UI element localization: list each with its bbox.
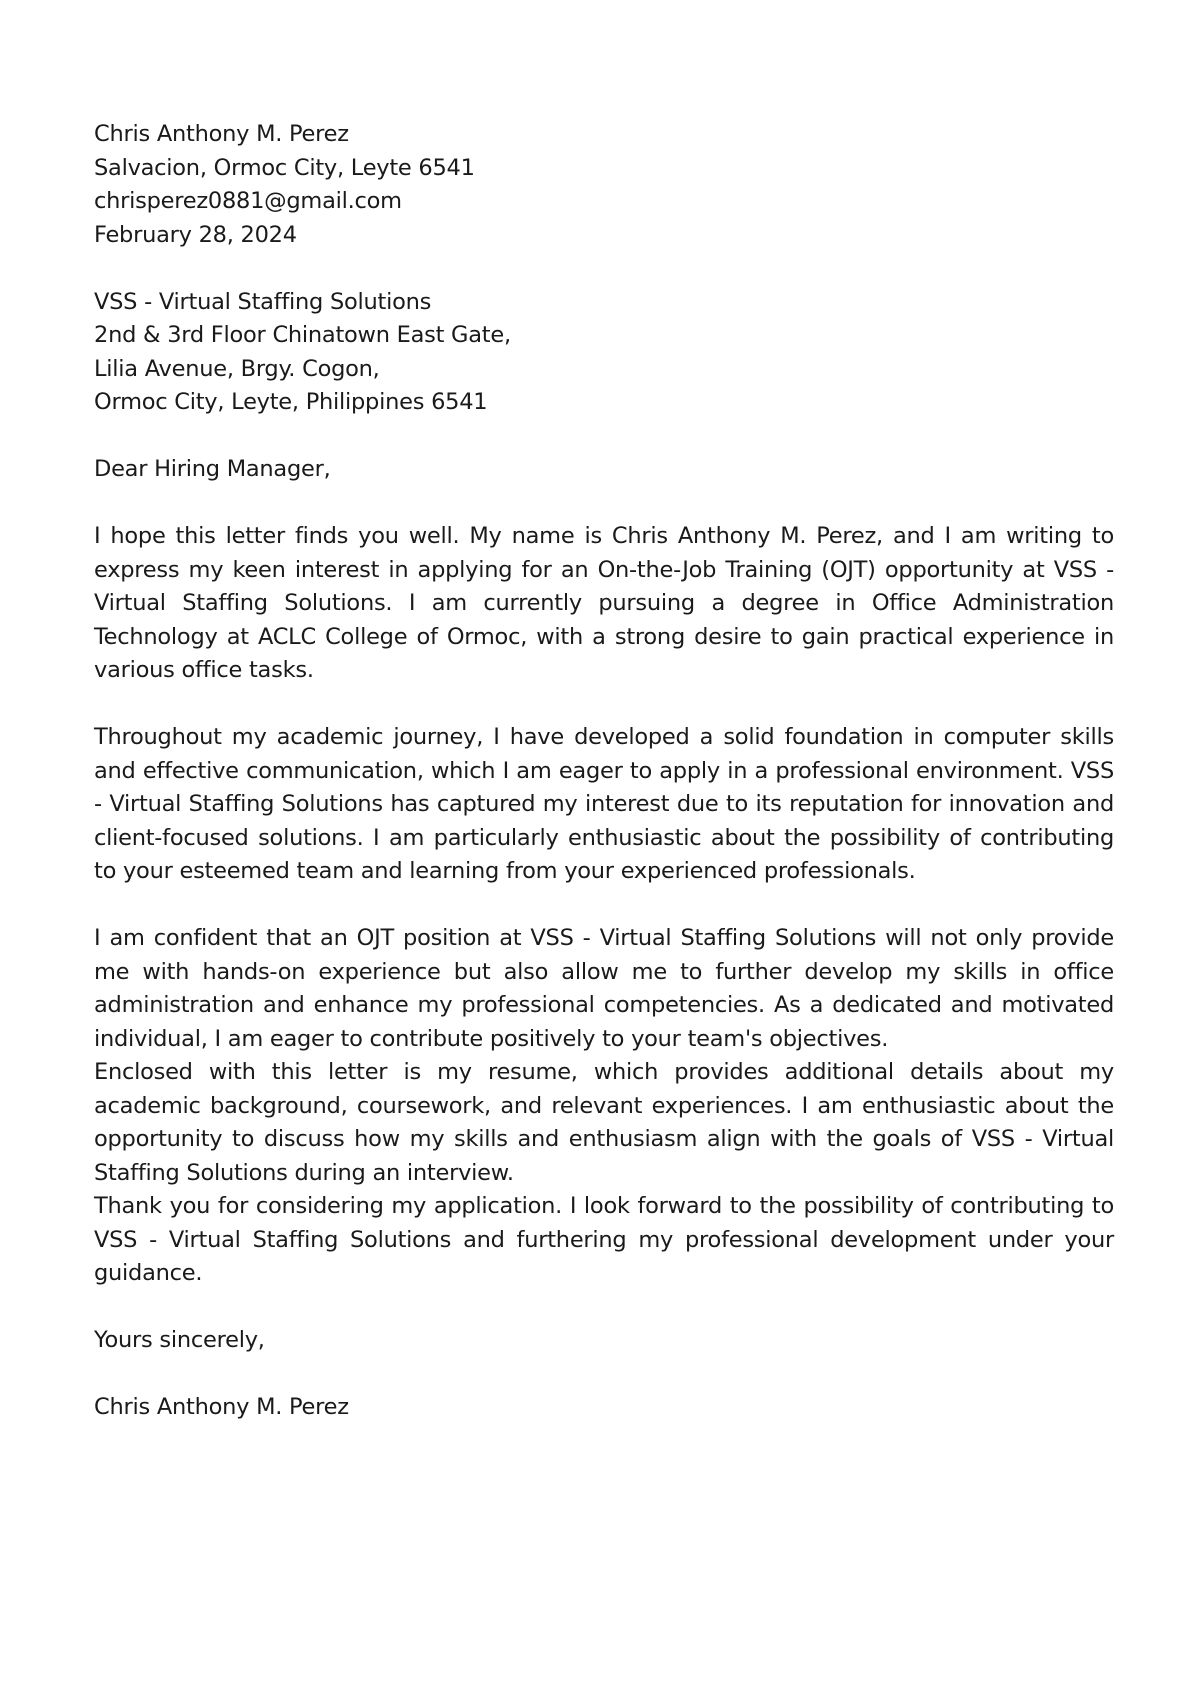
body-paragraph-1: I hope this letter finds you well. My name is Chris Anthony M. Perez, and I am writing to express my keen interest in applying for an On-the-Job Training (OJT) opportunity at VSS - Virtual Staffing Solutions. I am currently pursuing a degree in Office Administration Technology at ACLC College of Ormoc, with a strong desire to gain practical experience in various office tasks. — [94, 523, 1114, 683]
spacer — [94, 252, 1114, 286]
recipient-block — [94, 286, 1114, 420]
spacer — [94, 420, 1114, 454]
body-paragraph-5: Thank you for considering my application. I look forward to the possibility of contributing to VSS - Virtual Staffing Solutions and furthering my professional development under your guidance. — [94, 1193, 1114, 1286]
cover-letter — [94, 118, 1114, 1425]
spacer — [94, 1358, 1114, 1392]
recipient-company: VSS - Virtual Staffing Solutions — [94, 288, 432, 315]
recipient-address-line2: Lilia Avenue, Brgy. Cogon, — [94, 355, 380, 382]
closing: Yours sincerely, — [94, 1327, 265, 1353]
sender-name: Chris Anthony M. Perez — [94, 121, 349, 147]
sender-address: Salvacion, Ormoc City, Leyte 6541 — [94, 154, 475, 181]
body-paragraph-2: Throughout my academic journey, I have developed a solid foundation in computer skills and effective communication, which I am eager to apply in a professional environment. VSS - Virtual Staffing Solutions has captured my interest due to its reputation for innovation and client-focused solutions. I am particularly enthusiastic about the possibility of contributing to your esteemed team and learning from your experienced professionals. — [94, 724, 1114, 884]
recipient-address-line1: 2nd & 3rd Floor Chinatown East Gate, — [94, 322, 511, 348]
letter-date: February 28, 2024 — [94, 221, 297, 248]
body-paragraph-4: Enclosed with this letter is my resume, which provides additional details about my academic background, coursework, and relevant experiences. I am enthusiastic about the opportunity to discuss how my skills and enthusiasm align with the goals of VSS - Virtual Staffing Solutions during an interview. — [94, 1059, 1114, 1186]
spacer — [94, 487, 1114, 521]
signature-name: Chris Anthony M. Perez — [94, 1394, 349, 1420]
spacer — [94, 889, 1114, 923]
sender-email: chrisperez0881@gmail.com — [94, 188, 402, 214]
spacer — [94, 688, 1114, 722]
sender-block — [94, 118, 1114, 252]
recipient-address-line3: Ormoc City, Leyte, Philippines 6541 — [94, 389, 488, 415]
spacer — [94, 1291, 1114, 1325]
salutation: Dear Hiring Manager, — [94, 456, 331, 482]
body-paragraph-3: I am confident that an OJT position at VSS - Virtual Staffing Solutions will not only provide me with hands-on experience but also allow me to further develop my skills in office administration and enhance my professional competencies. As a dedicated and motivated individual, I am eager to contribute positively to your team's objectives. — [94, 925, 1114, 1052]
